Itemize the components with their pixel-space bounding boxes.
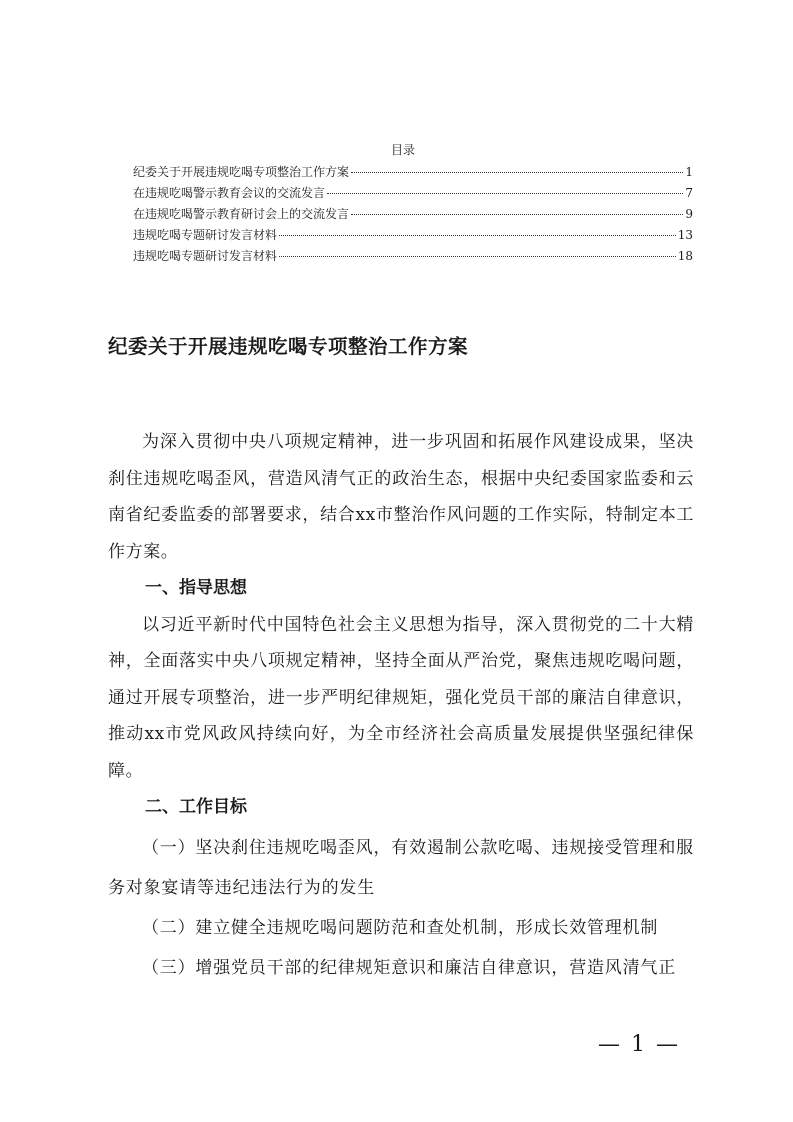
document-title: 纪委关于开展违规吃喝专项整治工作方案 — [108, 335, 469, 358]
intro-paragraph: 为深入贯彻中央八项规定精神，进一步巩固和拓展作风建设成果，坚决刹住违规吃喝歪风，营造风清气正的政治生态，根据中央纪委国家监委和云南省纪委监委的部署要求，结合xx市整治作风问题的工作实际，特制定本工作方案。 — [108, 432, 694, 562]
toc-entry-page: 9 — [685, 207, 693, 221]
work-goal-item: （三）增强党员干部的纪律规矩意识和廉洁自律意识，营造风清气正 — [142, 957, 676, 978]
guiding-ideology-paragraph: 以习近平新时代中国特色社会主义思想为指导，深入贯彻党的二十大精神，全面落实中央八项规定精神，坚持全面从严治党，聚焦违规吃喝问题，通过开展专项整治，进一步严明纪律规矩，强化党员干部的廉洁自律意识，推动xx市党风政风持续向好，为全市经济社会高质量发展提供坚强纪律保障。 — [108, 614, 694, 781]
toc-entry-text: 纪委关于开展违规吃喝专项整治工作方案 — [133, 165, 350, 179]
toc-list — [133, 161, 693, 266]
section-heading-work-goals: 二、工作目标 — [145, 797, 247, 817]
work-goal-item: （二）建立健全违规吃喝问题防范和查处机制，形成长效管理机制 — [142, 917, 659, 938]
toc-leader-dots — [327, 193, 683, 194]
page-number: — 1 — — [598, 1032, 680, 1057]
toc-entry[interactable] — [133, 161, 693, 182]
toc-entry[interactable] — [133, 224, 693, 245]
table-of-contents — [133, 139, 693, 266]
toc-leader-dots — [351, 172, 683, 173]
section-heading-guiding-ideology: 一、指导思想 — [145, 578, 247, 598]
toc-entry-text: 在违规吃喝警示教育研讨会上的交流发言 — [133, 207, 350, 221]
toc-entry[interactable] — [133, 182, 693, 203]
toc-entry-page: 18 — [677, 249, 693, 263]
toc-entry-text: 违规吃喝专题研讨发言材料 — [133, 228, 278, 242]
document-body — [108, 424, 694, 988]
toc-title: 目录 — [390, 143, 415, 157]
toc-entry-page: 7 — [685, 186, 693, 200]
toc-leader-dots — [279, 235, 676, 236]
toc-entry-text: 违规吃喝专题研讨发言材料 — [133, 249, 278, 263]
toc-entry-text: 在违规吃喝警示教育会议的交流发言 — [133, 186, 326, 200]
toc-leader-dots — [351, 214, 683, 215]
toc-entry[interactable] — [133, 203, 693, 224]
toc-entry-page: 1 — [685, 165, 693, 179]
toc-entry-page: 13 — [677, 228, 693, 242]
toc-leader-dots — [279, 256, 676, 257]
toc-entry[interactable] — [133, 245, 693, 266]
work-goal-item: （一）坚决刹住违规吃喝歪风，有效遏制公款吃喝、违规接受管理和服务对象宴请等违纪违法行为的发生 — [108, 837, 694, 898]
